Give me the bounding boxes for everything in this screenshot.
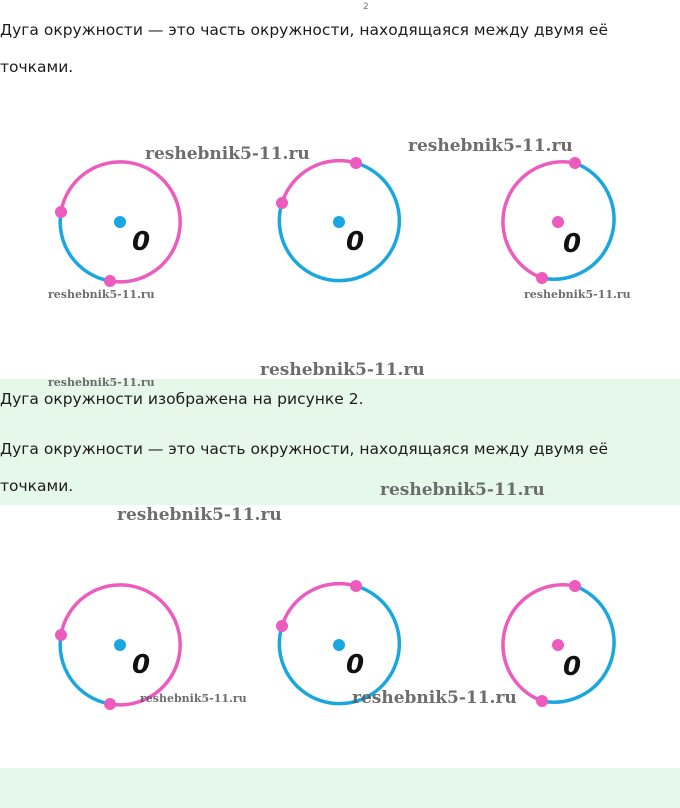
center-point [333, 639, 345, 651]
center-label: 0 [132, 650, 151, 680]
circle-3 [503, 580, 614, 707]
answer-line-1: Дуга окружности изображена на рисунке 2. [0, 390, 364, 408]
circle-2 [276, 157, 399, 281]
arc-endpoint [350, 580, 362, 592]
watermark: reshebnik5-11.ru [48, 376, 155, 389]
circles-figure-2 [0, 553, 680, 753]
top-mark: 2 [363, 2, 369, 12]
watermark: reshebnik5-11.ru [260, 360, 425, 380]
watermark: reshebnik5-11.ru [140, 692, 247, 705]
arc-endpoint [536, 272, 548, 284]
center-point [552, 216, 564, 228]
watermark: reshebnik5-11.ru [48, 288, 155, 301]
center-label: 0 [132, 227, 151, 257]
center-label: 0 [346, 227, 365, 257]
answer-line-2: Дуга окружности — это часть окружности, находящаяся между двумя её [0, 440, 608, 458]
arc-endpoint [536, 695, 548, 707]
bottom-strip [0, 768, 680, 808]
arc-endpoint [350, 157, 362, 169]
watermark: reshebnik5-11.ru [352, 688, 517, 708]
pink-arc [503, 162, 575, 278]
arc-endpoint [104, 698, 116, 710]
center-label: 0 [563, 652, 582, 682]
watermark: reshebnik5-11.ru [408, 136, 573, 156]
center-label: 0 [563, 229, 582, 259]
center-point [114, 216, 126, 228]
pink-arc [282, 161, 356, 203]
center-label: 0 [346, 650, 365, 680]
arc-endpoint [276, 620, 288, 632]
arc-endpoint [55, 206, 67, 218]
blue-arc [60, 212, 110, 281]
watermark: reshebnik5-11.ru [524, 288, 631, 301]
watermark: reshebnik5-11.ru [117, 505, 282, 525]
center-point [552, 639, 564, 651]
watermark: reshebnik5-11.ru [380, 480, 545, 500]
center-point [333, 216, 345, 228]
pink-arc [282, 584, 356, 626]
answer-line-3: точками. [0, 477, 74, 495]
circle-3 [503, 157, 614, 284]
arc-endpoint [569, 580, 581, 592]
arc-endpoint [276, 197, 288, 209]
arc-endpoint [55, 629, 67, 641]
circle-2 [276, 580, 399, 704]
intro-line-1: Дуга окружности — это часть окружности, находящаяся между двумя её [0, 21, 608, 39]
arc-endpoint [569, 157, 581, 169]
watermark: reshebnik5-11.ru [145, 144, 310, 164]
center-point [114, 639, 126, 651]
arc-endpoint [104, 275, 116, 287]
blue-arc [60, 635, 110, 704]
pink-arc [503, 585, 575, 701]
circle-1 [55, 162, 180, 287]
intro-line-2: точками. [0, 58, 74, 76]
